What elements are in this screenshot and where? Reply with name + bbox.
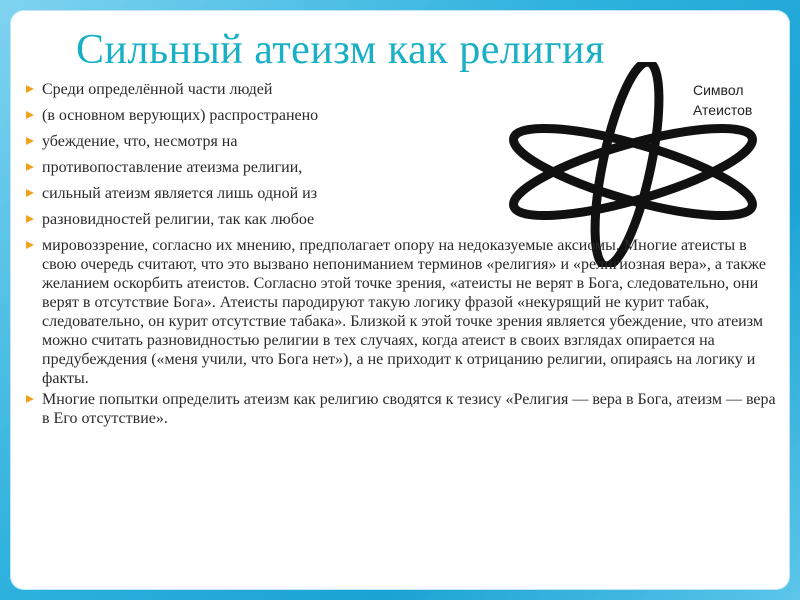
bullet-marker-icon (26, 163, 34, 171)
bullet-marker-icon (26, 137, 34, 145)
bullet-marker-icon (26, 111, 34, 119)
bullet-text: Многие попытки определить атеизм как религию сводятся к тезису «Религия — вера в Бога, атеизм — вера в Его отсутствие». (42, 391, 776, 427)
bullet-item (24, 210, 784, 229)
bullet-text: Среди определённой части людей (42, 81, 273, 98)
symbol-caption-line-2: Атеистов (693, 102, 753, 118)
bullet-marker-icon (26, 189, 34, 197)
bullet-marker-icon (26, 241, 34, 249)
bullet-marker-icon (26, 215, 34, 223)
slide-title: Сильный атеизм как религия (76, 27, 605, 73)
bullet-text: убеждение, что, несмотря на (42, 133, 238, 150)
symbol-caption-line-1: Символ (693, 82, 744, 98)
bullet-text: сильный атеизм является лишь одной из (42, 185, 318, 202)
bullet-item (24, 236, 784, 388)
bullet-item (24, 390, 784, 428)
bullet-text: мировоззрение, согласно их мнению, предполагает опору на недоказуемые аксиомы. Многие атеисты в свою очередь считают, что это вызвано непониманием терминов «религия» и «религиозная вера», а также желанием оскорбить атеистов. Согласно этой точке зрения, «атеисты не верят в Бога, следовательно, они верят в отсутствие Бога». Атеисты пародируют такую логику фразой «некурящий не курит табак, следовательно, он курит отсутствие табака». Близкой к этой точке зрения является убеждение, что атеизм можно считать разновидностью религии в тех случаях, когда атеист в своих взглядах опирается на предубеждения («меня учили, что Бога нет»), а не приходит к отрицанию религии, опираясь на логику и факты. (42, 237, 766, 387)
bullet-list (24, 80, 784, 430)
bullet-marker-icon (26, 395, 34, 403)
bullet-item (24, 80, 784, 99)
bullet-text: (в основном верующих) распространено (42, 107, 319, 124)
bullet-item (24, 132, 784, 151)
bullet-marker-icon (26, 85, 34, 93)
bullet-text: противопоставление атеизма религии, (42, 159, 303, 176)
bullet-text: разновидностей религии, так как любое (42, 211, 315, 228)
bullet-item (24, 106, 784, 125)
bullet-item (24, 184, 784, 203)
bullet-item (24, 158, 784, 177)
